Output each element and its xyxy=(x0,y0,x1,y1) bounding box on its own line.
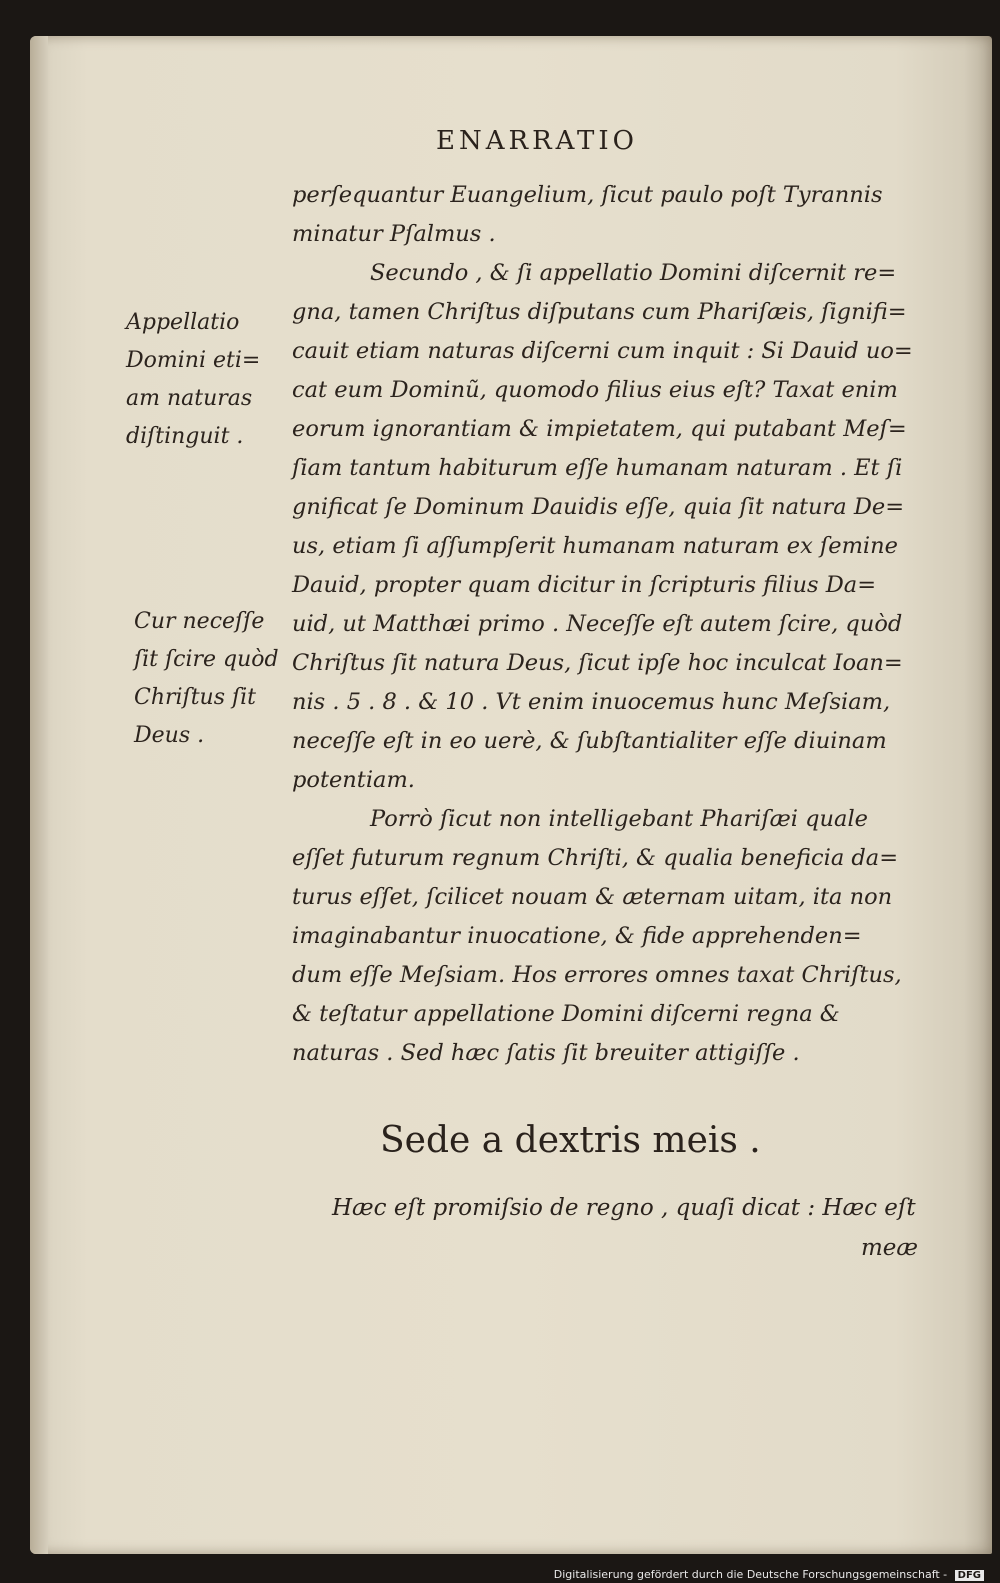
text-line: nis . 5 . 8 . & 10 . Vt enim inuocemus hunc Meſsiam, xyxy=(292,689,891,715)
text-line: Secundo , & ſi appellatio Domini diſcernit re= xyxy=(370,260,897,286)
section-text xyxy=(332,1188,922,1268)
margin-note-line: Chriſtus ſit xyxy=(134,685,257,710)
text-line: gnificat ſe Dominum Dauidis eſſe, quia ſit natura De= xyxy=(292,494,905,520)
text-line: ſiam tantum habiturum eſſe humanam naturam . Et ſi xyxy=(292,455,903,481)
text-line: us, etiam ſi aſſumpſerit humanam naturam ex ſemine xyxy=(292,533,898,559)
text-line: minatur Pſalmus . xyxy=(292,221,496,247)
margin-note-line: Cur neceſſe xyxy=(134,609,265,634)
text-line: perſequantur Euangelium, ſicut paulo poſt Tyrannis xyxy=(292,182,883,208)
running-title: ENARRATIO xyxy=(436,126,638,156)
text-line: uid, ut Matthæi primo . Neceſſe eſt autem ſcire, quòd xyxy=(292,611,903,637)
text-line: neceſſe eſt in eo uerè, & ſubſtantialiter eſſe diuinam xyxy=(292,728,887,754)
catchword: meæ xyxy=(860,1235,918,1261)
page-edge xyxy=(30,36,48,1554)
margin-note-cur-necesse xyxy=(134,603,294,755)
text-line: turus eſſet, ſcilicet nouam & æternam uitam, ita non xyxy=(292,884,893,910)
text-line: imaginabantur inuocatione, & fide apprehenden= xyxy=(292,923,862,949)
margin-note-line: diſtinguit . xyxy=(126,424,244,449)
text-line: Porrò ſicut non intelligebant Phariſæi quale xyxy=(370,806,868,832)
text-line: Dauid, propter quam dicitur in ſcripturis filius Da= xyxy=(292,572,877,598)
text-line: Chriſtus ſit natura Deus, ſicut ipſe hoc inculcat Ioan= xyxy=(292,650,903,676)
text-line: cat eum Dominũ, quomodo filius eius eſt? Taxat enim xyxy=(292,377,898,403)
margin-note-line: Domini eti= xyxy=(126,348,261,373)
margin-note-line: ſit ſcire quòd xyxy=(134,647,279,672)
text-line: potentiam. xyxy=(292,767,415,793)
text-line: Hæc eſt promiſsio de regno , quaſi dicat : Hæc eſt xyxy=(332,1195,916,1221)
margin-note-appellatio xyxy=(126,304,286,456)
text-line: eſſet futurum regnum Chriſti, & qualia beneficia da= xyxy=(292,845,899,871)
section-heading: Sede a dextris meis . xyxy=(380,1120,761,1161)
credit-text: Digitalisierung gefördert durch die Deutsche Forschungsgemeinschaft - xyxy=(553,1568,948,1581)
dfg-logo: DFG xyxy=(955,1570,984,1581)
text-line: naturas . Sed hæc ſatis ſit breuiter attigiſſe . xyxy=(292,1040,800,1066)
main-text-block xyxy=(292,176,917,1073)
text-line: cauit etiam naturas diſcerni cum inquit : Si Dauid uo= xyxy=(292,338,913,364)
margin-note-line: Deus . xyxy=(134,723,205,748)
margin-note-line: am naturas xyxy=(126,386,253,411)
page-shadow xyxy=(964,36,992,1554)
text-line: eorum ignorantiam & impietatem, qui putabant Meſ= xyxy=(292,416,907,442)
text-line: dum eſſe Meſsiam. Hos errores omnes taxat Chriſtus, xyxy=(292,962,902,988)
text-line: gna, tamen Chriſtus diſputans cum Phariſæis, ſignifi= xyxy=(292,299,907,325)
digitization-credit xyxy=(554,1568,984,1581)
text-line: & teſtatur appellatione Domini diſcerni regna & xyxy=(292,1001,840,1027)
margin-note-line: Appellatio xyxy=(126,310,240,335)
